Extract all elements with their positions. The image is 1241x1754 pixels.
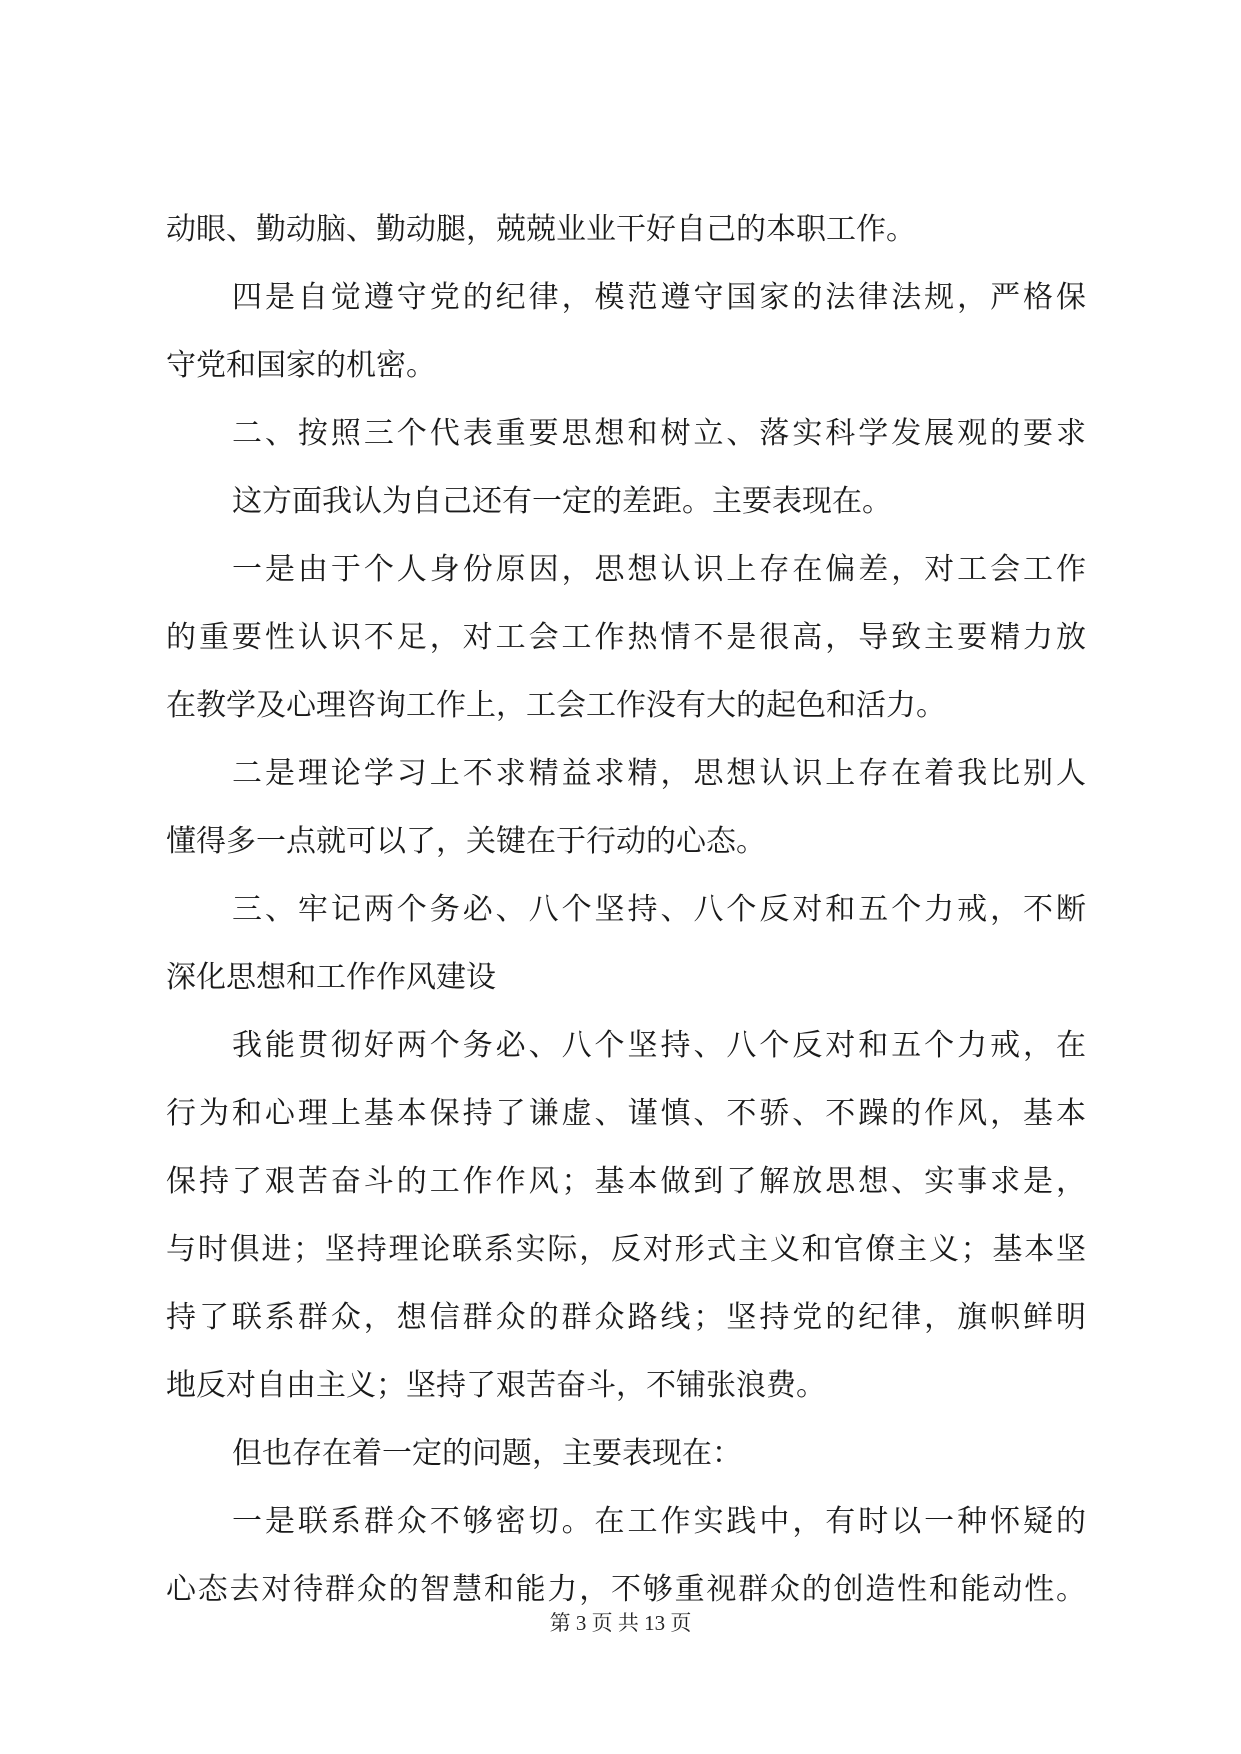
paragraph-line: 我能贯彻好两个务必、八个坚持、八个反对和五个力戒，在 — [232, 1028, 1086, 1063]
section-heading: 二、按照三个代表重要思想和树立、落实科学发展观的要求 — [232, 416, 1086, 451]
paragraph-line: 保持了艰苦奋斗的工作作风；基本做到了解放思想、实事求是， — [166, 1164, 1086, 1199]
page-number-footer: 第 3 页 共 13 页 — [549, 1611, 692, 1635]
paragraph-line: 一是联系群众不够密切。在工作实践中，有时以一种怀疑的 — [232, 1504, 1086, 1539]
paragraph-line: 的重要性认识不足，对工会工作热情不是很高，导致主要精力放 — [166, 620, 1086, 655]
paragraph-line: 持了联系群众，想信群众的群众路线；坚持党的纪律，旗帜鲜明 — [166, 1300, 1086, 1335]
section-heading: 三、牢记两个务必、八个坚持、八个反对和五个力戒，不断 — [232, 892, 1086, 927]
paragraph-line: 心态去对待群众的智慧和能力，不够重视群众的创造性和能动性。 — [166, 1572, 1086, 1607]
paragraph-line: 与时俱进；坚持理论联系实际，反对形式主义和官僚主义；基本坚 — [166, 1232, 1086, 1267]
document-body — [166, 196, 1086, 1624]
paragraph-line: 在教学及心理咨询工作上，工会工作没有大的起色和活力。 — [166, 688, 946, 723]
paragraph-line: 懂得多一点就可以了，关键在于行动的心态。 — [166, 824, 766, 859]
paragraph-line: 行为和心理上基本保持了谦虚、谨慎、不骄、不躁的作风，基本 — [166, 1096, 1086, 1131]
paragraph-line: 这方面我认为自己还有一定的差距。主要表现在。 — [232, 484, 892, 519]
paragraph-line: 地反对自由主义；坚持了艰苦奋斗，不铺张浪费。 — [166, 1368, 826, 1403]
paragraph-line: 一是由于个人身份原因，思想认识上存在偏差，对工会工作 — [232, 552, 1086, 587]
paragraph-line: 四是自觉遵守党的纪律，模范遵守国家的法律法规，严格保 — [232, 280, 1086, 315]
paragraph-line: 动眼、勤动脑、勤动腿，兢兢业业干好自己的本职工作。 — [166, 212, 916, 247]
paragraph-line: 二是理论学习上不求精益求精，思想认识上存在着我比别人 — [232, 756, 1086, 791]
paragraph-line: 守党和国家的机密。 — [166, 348, 436, 383]
paragraph-line: 但也存在着一定的问题，主要表现在： — [232, 1436, 742, 1471]
section-heading: 深化思想和工作作风建设 — [166, 960, 496, 995]
